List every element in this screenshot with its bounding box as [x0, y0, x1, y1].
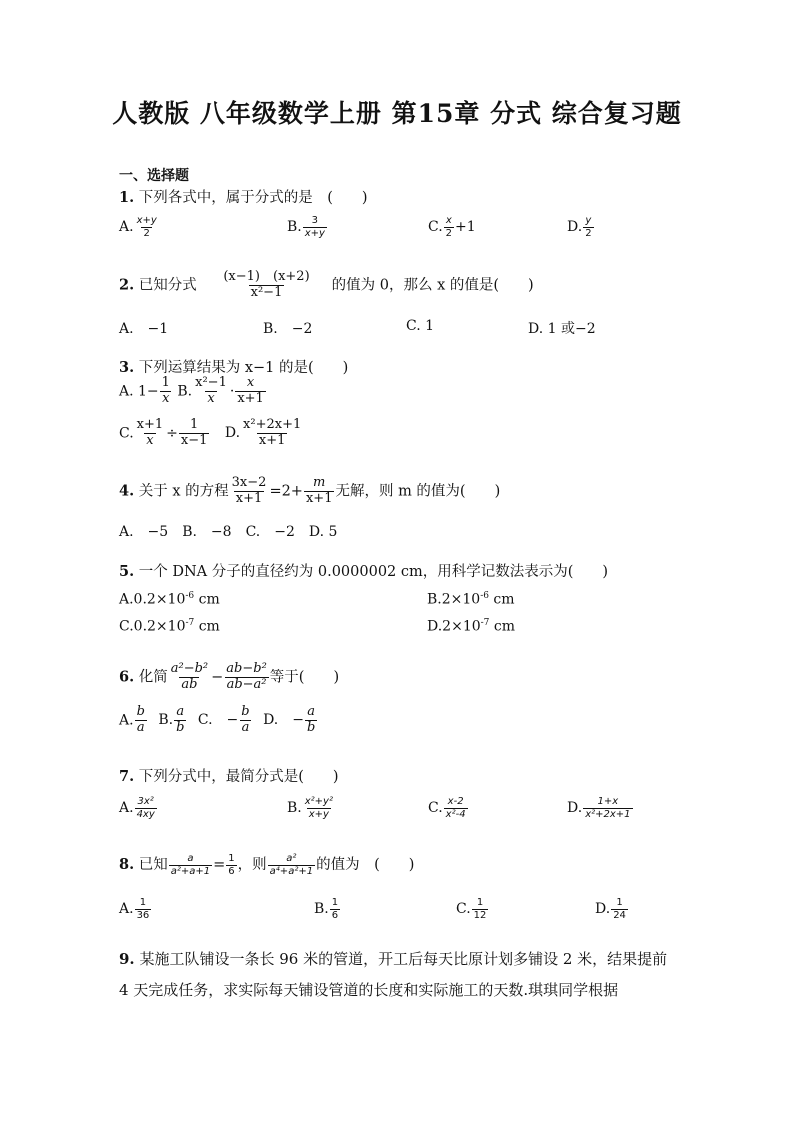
- fraction: $\frac{3x-2}{x+1}$: [231, 475, 267, 506]
- fraction: $\frac{1}{x-1}$: [180, 417, 208, 448]
- fraction: $\frac{\text{ab−b²}}{\text{ab−a²}}$: [226, 661, 267, 692]
- q8-option-b: B. $\frac{1}{6}$: [314, 897, 339, 921]
- fraction: $\frac{1}{6}$: [228, 853, 235, 877]
- question-text: 已知分式: [134, 277, 197, 294]
- question-text: 一个 DNA 分子的直径约为 0.0000002 cm，用科学记数法表示为( ): [134, 564, 609, 580]
- q6-options: A. $\frac{b}{a}$ B. $\frac{a}{b}$ C. − $\frac{b}{a}$ D. − $\frac{a}{b}$: [119, 704, 316, 735]
- q7-option-d: D. $\frac{1+x}{\text{x²+2x+1}}$: [567, 796, 631, 820]
- question-text-tail: 等于( ): [269, 669, 340, 686]
- fraction: $\frac{a}{b}$: [176, 704, 185, 735]
- fraction: $\frac{m}{x+1}$: [305, 475, 333, 506]
- question-text: 已知: [134, 857, 168, 873]
- fraction: $\frac{\text{x²−1}}{x}$: [195, 375, 227, 406]
- q1-option-d: [567, 215, 595, 239]
- question-text: 下列各式中，属于分式的是 ( ): [134, 190, 368, 206]
- q8-option-a: A. $\frac{1}{36}$: [119, 897, 150, 921]
- q2-option-b: B. −2: [263, 321, 313, 337]
- question-number: 3.: [119, 359, 135, 376]
- question-7: [119, 765, 339, 786]
- fraction: $\frac{\text{a²−b²}}{ab}$: [170, 661, 209, 692]
- fraction: $\frac{x}{2}$: [445, 215, 453, 239]
- fraction: $\frac{(x-1) (x+2)}{\text{x²−1}}$: [223, 269, 310, 300]
- fraction: $\frac{x+y}{2}$: [136, 215, 157, 239]
- question-text-tail: 无解，则 m 的值为( ): [335, 483, 501, 500]
- q7-option-c: C. $\frac{x-2}{\text{x²-4}}$: [428, 796, 466, 820]
- option-label: A.: [119, 219, 134, 235]
- q2-option-d: D. 1 或−2: [528, 321, 596, 337]
- question-5: [119, 560, 608, 581]
- q8-option-c: C. $\frac{1}{12}$: [456, 897, 487, 921]
- q7-option-a: A. $\frac{\text{3x²}}{4xy}$: [119, 796, 155, 820]
- fraction: $\frac{b}{a}$: [136, 704, 145, 735]
- fraction: $\frac{\text{x²+y²}}{x+y}$: [304, 796, 333, 820]
- q2-option-a: A. −1: [119, 321, 169, 337]
- fraction: $\frac{1}{12}$: [473, 897, 487, 921]
- page-title: 人教版 八年级数学上册 第15章 分式 综合复习题: [112, 99, 682, 128]
- q4-options: A. −5 B. −8 C. −2 D. 5: [119, 524, 338, 540]
- question-number: 4.: [119, 482, 135, 500]
- question-text: 关于 x 的方程: [134, 483, 229, 500]
- question-text: 下列分式中，最简分式是( ): [134, 769, 339, 785]
- question-1: [119, 186, 368, 207]
- q5-option-b: $B.2\times 10^{-6}$ cm: [427, 591, 515, 608]
- q8-option-d: D. $\frac{1}{24}$: [595, 897, 626, 921]
- fraction: $\frac{1}{6}$: [331, 897, 339, 921]
- fraction: $\frac{b}{a}$: [241, 704, 250, 735]
- q5-option-c: $C.0.2\times 10^{-7}$ cm: [119, 618, 220, 635]
- question-number: 8.: [119, 856, 135, 873]
- question-text: 某施工队铺设一条长 96 米的管道，开工后每天比原计划多铺设 2 米，结果提前 4 天完成任务，求实际每天铺设管道的长度和实际施工的天数.琪琪同学根据: [119, 950, 668, 999]
- fraction: $\frac{x+1}{x}$: [136, 417, 164, 448]
- question-number: 7.: [119, 768, 135, 785]
- fraction: $\frac{y}{2}$: [585, 215, 592, 239]
- question-6: 6. 化简 $\frac{\text{a²−b²}}{ab}$ − $\frac{\text{ab−b²}}{\text{ab−a²}}$ 等于( ): [119, 661, 340, 692]
- q3-option-cd: C. $\frac{x+1}{x}$ ÷ $\frac{1}{x-1}$ D. $\frac{\text{x²+2x+1}}{x+1}$: [119, 417, 302, 448]
- option-label: B.: [177, 383, 193, 400]
- q5-option-a: $A.0.2\times 10^{-6}$ cm: [119, 591, 220, 608]
- fraction: $\frac{1}{36}$: [136, 897, 150, 921]
- question-text: 下列运算结果为 x−1 的是( ): [134, 360, 349, 376]
- question-9: [119, 944, 679, 1006]
- question-4: 4. 关于 x 的方程 $\frac{3x-2}{x+1}$ =2+ $\frac{m}{x+1}$ 无解，则 m 的值为( ): [119, 475, 501, 506]
- q5-option-d: $D.2\times 10^{-7}$ cm: [427, 618, 515, 635]
- option-label: D.: [567, 219, 583, 235]
- section-heading: 一、选择题: [119, 168, 189, 184]
- q1-option-a: [119, 215, 160, 239]
- question-8: 8. 已知 $\frac{a}{\text{a²+a+1}}$ = $\frac{1}{6}$ ，则 $\frac{\text{a²}}{\text{a⁴+a²+1}}$ 的值为 ( ): [119, 853, 415, 877]
- fraction: $\frac{\text{3x²}}{4xy}$: [136, 796, 155, 820]
- question-number: 1.: [119, 189, 135, 206]
- fraction: $\frac{a}{\text{a²+a+1}}$: [170, 853, 211, 877]
- question-number: 9.: [119, 950, 135, 968]
- q2-option-c: C. 1: [406, 318, 435, 334]
- fraction: $\frac{x}{x+1}$: [237, 375, 264, 406]
- option-label: C.: [119, 425, 134, 442]
- question-text-tail: 的值为 0，那么 x 的值是( ): [331, 277, 534, 294]
- q1-option-b: [287, 215, 328, 239]
- question-text-tail: 的值为 ( ): [316, 857, 415, 873]
- question-number: 6.: [119, 668, 135, 686]
- fraction: $\frac{a}{b}$: [306, 704, 316, 735]
- option-label: D.: [224, 425, 241, 442]
- fraction: $\frac{\text{a²}}{\text{a⁴+a²+1}}$: [269, 853, 314, 877]
- q1-option-c: C. $\frac{x}{2}$ +1: [428, 215, 476, 239]
- fraction: $\frac{3}{x+y}$: [304, 215, 325, 239]
- fraction: $\frac{1}{24}$: [613, 897, 626, 921]
- question-number: 2.: [119, 276, 135, 294]
- question-2: [119, 270, 534, 301]
- question-number: 5.: [119, 563, 135, 580]
- fraction: $\frac{\text{x²+2x+1}}{x+1}$: [243, 417, 302, 448]
- fraction: $\frac{x-2}{\text{x²-4}}$: [445, 796, 466, 820]
- option-label: B.: [287, 219, 302, 235]
- fraction: $\frac{1+x}{\text{x²+2x+1}}$: [585, 796, 631, 820]
- q7-option-b: B. $\frac{\text{x²+y²}}{x+y}$: [287, 796, 333, 820]
- q3-option-ab: A. 1− $\frac{1}{x}$ B. $\frac{\text{x²−1}}{x}$ · $\frac{x}{x+1}$: [119, 375, 264, 406]
- option-label: C.: [428, 219, 443, 235]
- option-label: A. 1−: [119, 383, 159, 400]
- question-3: [119, 356, 348, 377]
- fraction: $\frac{1}{x}$: [161, 375, 170, 406]
- question-text: 化简: [134, 669, 168, 686]
